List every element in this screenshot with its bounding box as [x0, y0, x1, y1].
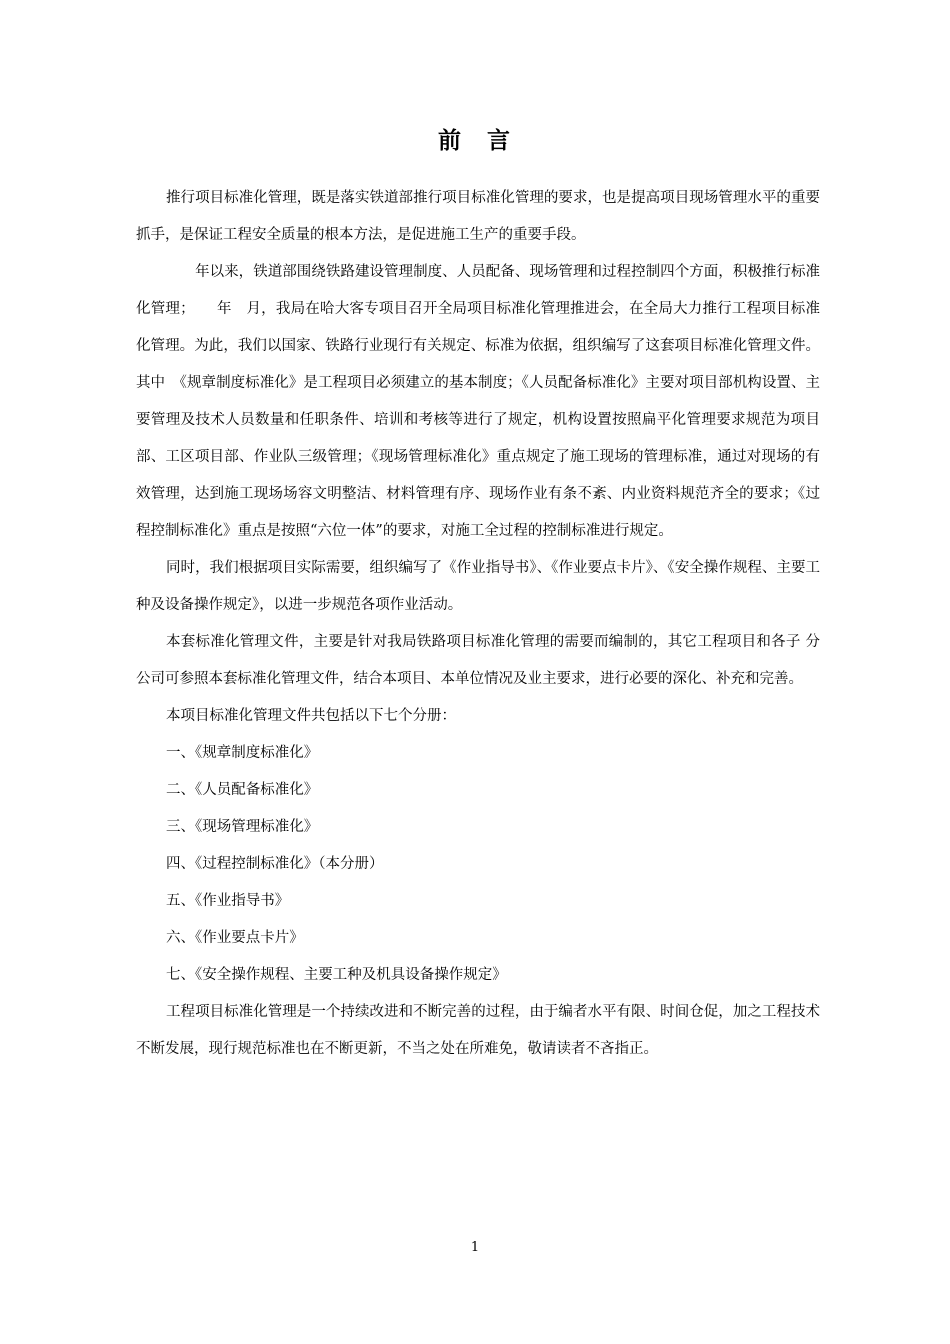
paragraph-supplementary-docs: 同时，我们根据项目实际需要，组织编写了《作业指导书》、《作业要点卡片》、《安全操作规程、主要工种及设备操作规定》，以进一步规范各项作业活动。	[136, 560, 820, 613]
volume-item: 二、《人员配备标准化》	[166, 782, 319, 798]
paragraph-closing: 工程项目标准化管理是一个持续改进和不断完善的过程，由于编者水平有限、时间仓促，加之工程技术不断发展，现行规范标准也在不断更新，不当之处在所难免，敬请读者不吝指正。	[136, 1004, 820, 1057]
page-number: 1	[470, 1240, 480, 1255]
paragraph-scope: 本套标准化管理文件，主要是针对我局铁路项目标准化管理的需要而编制的，其它工程项目和各子 分公司可参照本套标准化管理文件，结合本项目、本单位情况及业主要求，进行必要的深化、补充和完善。	[136, 634, 820, 687]
document-body	[136, 180, 820, 1068]
volume-item: 四、《过程控制标准化》（本分册）	[166, 856, 384, 872]
volume-item: 七、《安全操作规程、主要工种及机具设备操作规定》	[166, 967, 507, 983]
volume-item: 五、《作业指导书》	[166, 893, 290, 909]
title-char-1: 前	[438, 128, 463, 154]
paragraph-intro: 推行项目标准化管理，既是落实铁道部推行项目标准化管理的要求，也是提高项目现场管理水平的重要抓手，是保证工程安全质量的根本方法，是促进施工生产的重要手段。	[136, 190, 820, 243]
paragraph-volume-intro: 本项目标准化管理文件共包括以下七个分册：	[166, 708, 456, 724]
volume-item: 三、《现场管理标准化》	[166, 819, 319, 835]
page-title	[0, 122, 950, 155]
title-char-2: 言	[487, 128, 512, 154]
volume-item: 一、《规章制度标准化》	[166, 745, 319, 761]
volume-item: 六、《作业要点卡片》	[166, 930, 304, 946]
paragraph-background: 年以来，铁道部围绕铁路建设管理制度、人员配备、现场管理和过程控制四个方面，积极推行标准化管理； 年 月，我局在哈大客专项目召开全局项目标准化管理推进会，在全局大力推行工程项目标准化管理。为此，我们以国家、铁路行业现行有关规定、标准为依据，组织编写了这套项目标准化管理文件。其中 《规章制度标准化》是工程项目必须建立的基本制度；《人员配备标准化》主要对项目部机构设置、主要管理及技术人员数量和任职条件、培训和考核等进行了规定，机构设置按照扁平化管理要求规范为项目部、工区项目部、作业队三级管理；《现场管理标准化》重点规定了施工现场的管理标准，通过对现场的有效管理，达到施工现场场容文明整洁、材料管理有序、现场作业有条不紊、内业资料规范齐全的要求；《过程控制标准化》重点是按照“六位一体”的要求，对施工全过程的控制标准进行规定。	[136, 264, 820, 539]
volume-list	[136, 735, 820, 994]
